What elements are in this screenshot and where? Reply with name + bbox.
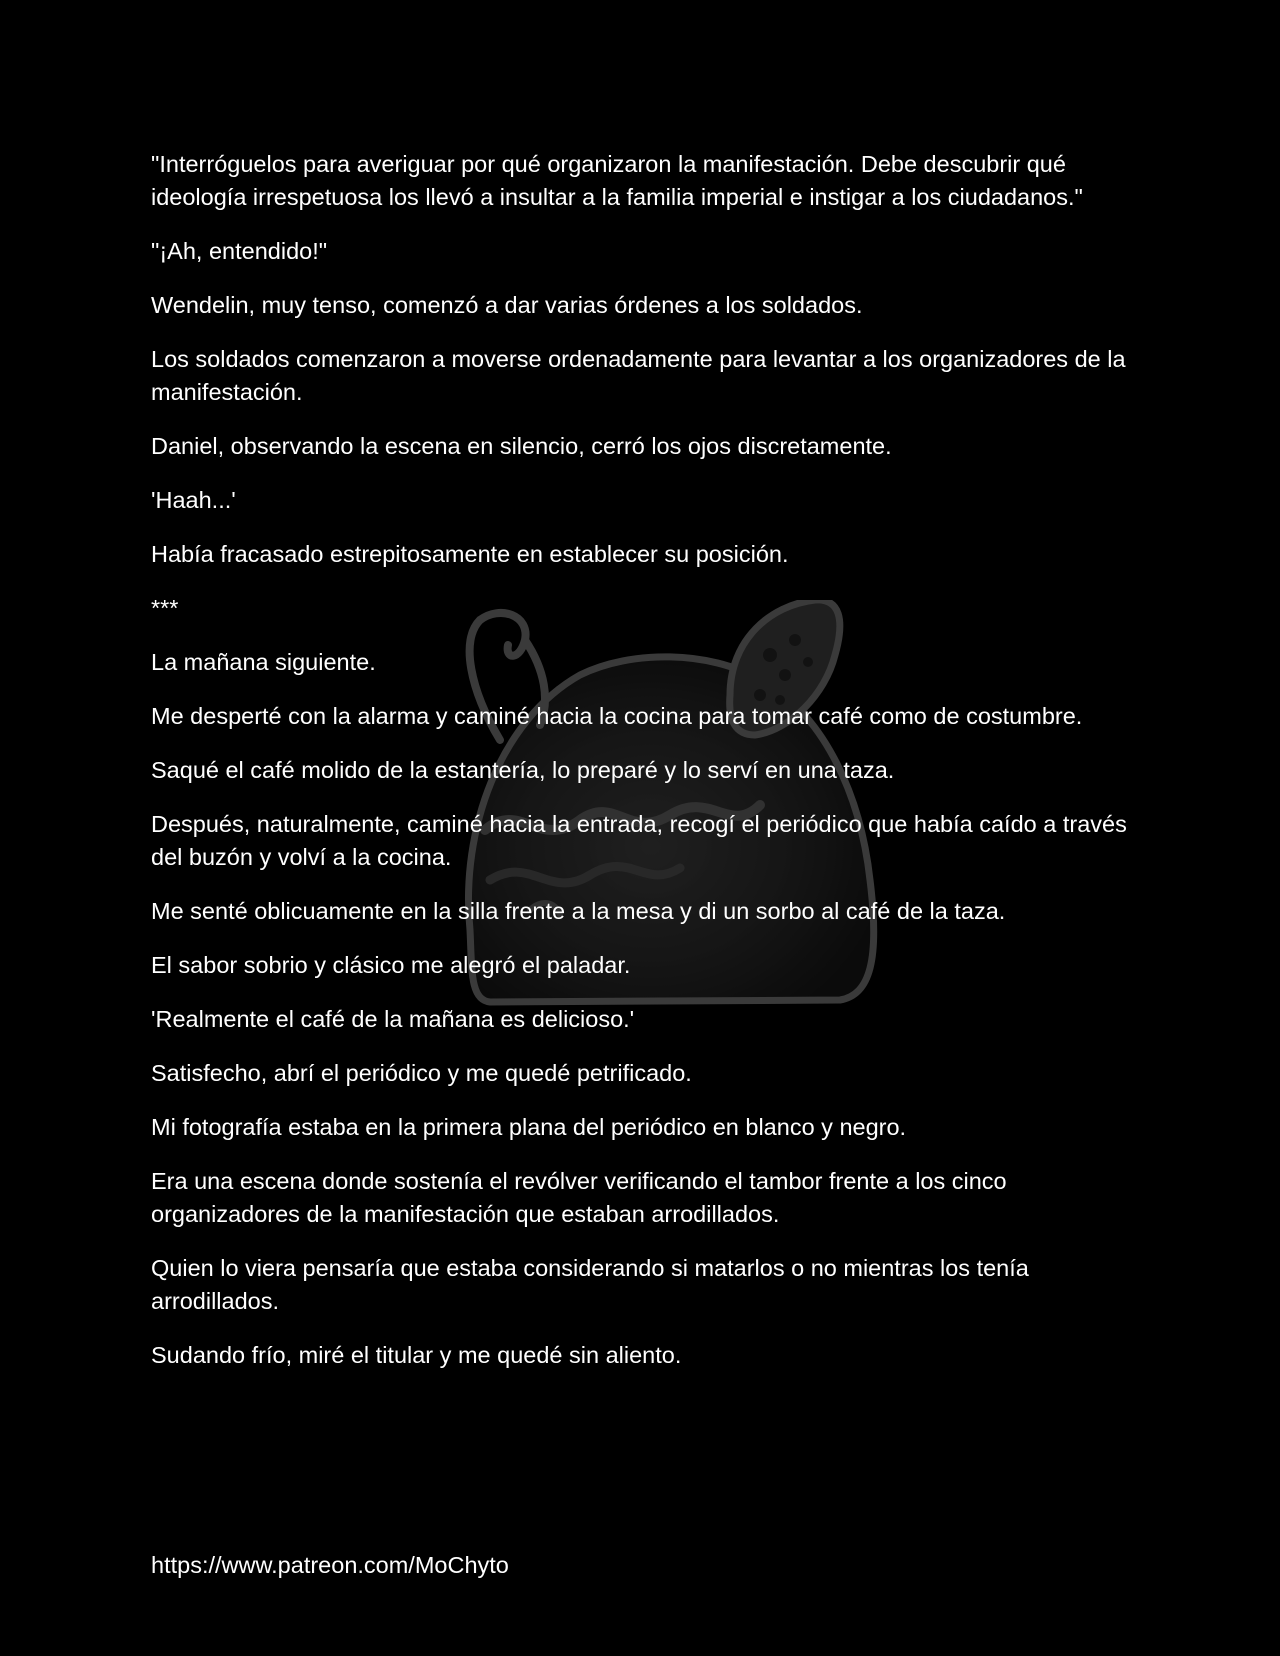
paragraph: Mi fotografía estaba en la primera plana del periódico en blanco y negro. bbox=[151, 1114, 907, 1140]
paragraph: Me desperté con la alarma y caminé hacia la cocina para tomar café como de costumbre. bbox=[151, 703, 1083, 729]
patreon-link[interactable]: https://www.patreon.com/MoChyto bbox=[151, 1552, 509, 1578]
paragraph: Quien lo viera pensaría que estaba considerando si matarlos o no mientras los tenía arrodillados. bbox=[151, 1255, 1029, 1314]
paragraph: Saqué el café molido de la estantería, lo preparé y lo serví en una taza. bbox=[151, 757, 895, 783]
paragraph: 'Realmente el café de la mañana es delicioso.' bbox=[151, 1006, 635, 1032]
paragraph: Me senté oblicuamente en la silla frente a la mesa y di un sorbo al café de la taza. bbox=[151, 898, 1006, 924]
paragraph: 'Haah...' bbox=[151, 487, 236, 513]
paragraph: Sudando frío, miré el titular y me quedé sin aliento. bbox=[151, 1342, 682, 1368]
paragraph: Había fracasado estrepitosamente en establecer su posición. bbox=[151, 541, 789, 567]
paragraph: "¡Ah, entendido!" bbox=[151, 238, 328, 264]
story-text bbox=[151, 148, 1141, 1393]
paragraph: "Interróguelos para averiguar por qué organizaron la manifestación. Debe descubrir qué ideología irrespetuosa los llevó a insultar a la familia imperial e instigar a los ciudadanos." bbox=[151, 151, 1083, 210]
scene-break: *** bbox=[151, 595, 179, 621]
paragraph: Los soldados comenzaron a moverse ordenadamente para levantar a los organizadores de la manifestación. bbox=[151, 346, 1126, 405]
paragraph: El sabor sobrio y clásico me alegró el paladar. bbox=[151, 952, 631, 978]
paragraph: Daniel, observando la escena en silencio, cerró los ojos discretamente. bbox=[151, 433, 892, 459]
paragraph: Wendelin, muy tenso, comenzó a dar varias órdenes a los soldados. bbox=[151, 292, 863, 318]
paragraph: Satisfecho, abrí el periódico y me quedé petrificado. bbox=[151, 1060, 692, 1086]
paragraph: Después, naturalmente, caminé hacia la entrada, recogí el periódico que había caído a través del buzón y volví a la cocina. bbox=[151, 811, 1127, 870]
paragraph: Era una escena donde sostenía el revólver verificando el tambor frente a los cinco organizadores de la manifestación que estaban arrodillados. bbox=[151, 1168, 1007, 1227]
paragraph: La mañana siguiente. bbox=[151, 649, 376, 675]
